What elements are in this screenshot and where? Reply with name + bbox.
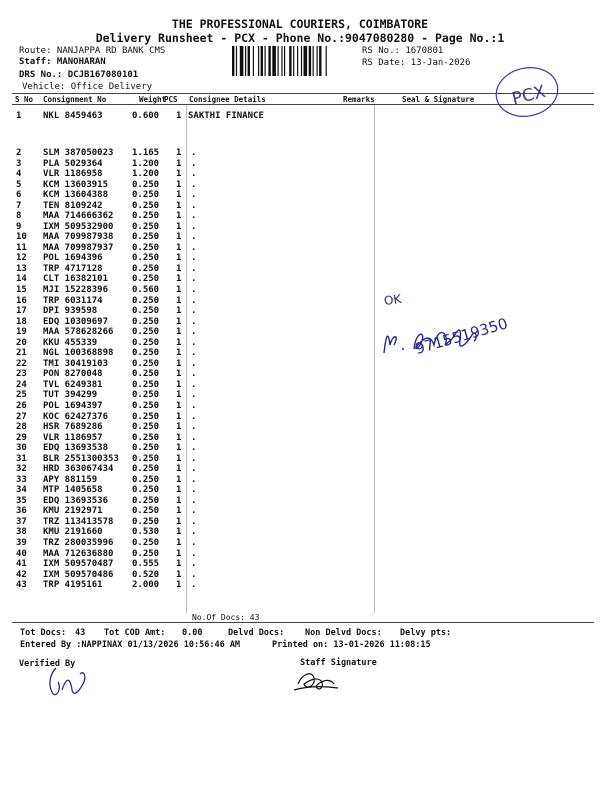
- row-consignment-no: HSR 7689286: [43, 422, 103, 433]
- row-pcs: 1: [176, 411, 182, 422]
- row-pcs: 1: [176, 495, 182, 506]
- tot-docs-value: 43: [75, 628, 86, 638]
- no-of-docs: No.Of Docs: 43: [192, 613, 260, 622]
- row-weight: 0.250: [132, 422, 160, 433]
- row-consignment-no: KMU 2191660: [43, 527, 103, 538]
- row-consignee: .: [191, 537, 197, 548]
- row-consignee: .: [191, 495, 197, 506]
- row-weight: 2.000: [132, 580, 160, 591]
- company-title: THE PROFESSIONAL COURIERS, COIMBATORE: [171, 17, 429, 31]
- table-row: [0, 327, 600, 338]
- row-sno: 26: [16, 400, 27, 411]
- row-consignment-no: KMU 2192971: [43, 506, 103, 517]
- row-consignment-no: KKU 455339: [43, 337, 98, 348]
- table-row: [0, 475, 600, 486]
- entered-by: Entered By :NAPPINAX 01/13/2026 10:56:46 AM: [20, 640, 241, 650]
- table-row: [0, 274, 600, 285]
- row-sno: 10: [16, 232, 27, 243]
- row-sno: 39: [16, 537, 27, 548]
- row-consignment-no: IXM 509532900: [43, 221, 114, 232]
- row-consignee: .: [191, 295, 197, 306]
- row-consignment-no: BLR 2551300353: [43, 453, 119, 464]
- row-weight: 0.520: [132, 569, 160, 580]
- row-weight: 0.250: [132, 506, 160, 517]
- runsheet-subtitle: Delivery Runsheet - PCX - Phone No.:9047080280 - Page No.:1: [95, 31, 505, 45]
- row-consignment-no: NGL 100368898: [43, 348, 114, 359]
- printed-on: Printed on: 13-01-2026 11:08:15: [272, 640, 431, 650]
- row-weight: 0.250: [132, 211, 160, 222]
- table-row: [0, 348, 600, 359]
- row-weight: 0.250: [132, 379, 160, 390]
- col-pcs: PCS: [164, 95, 178, 104]
- row-consignee: .: [191, 516, 197, 527]
- row-consignment-no: IXM 509570486: [43, 569, 114, 580]
- row-sno: 3: [16, 158, 22, 169]
- row-sno: 23: [16, 369, 27, 380]
- table-row: [0, 159, 600, 170]
- row-weight: 0.250: [132, 548, 160, 559]
- row-pcs: 1: [176, 295, 182, 306]
- row-sno: 27: [16, 411, 27, 422]
- row-sno: 12: [16, 253, 27, 264]
- row-pcs: 1: [176, 580, 182, 591]
- row-pcs: 1: [176, 390, 182, 401]
- row-consignment-no: TRP 4717128: [43, 263, 103, 274]
- row-pcs: 1: [176, 200, 182, 211]
- row-pcs: 1: [176, 263, 182, 274]
- staff-signature-label: Staff Signature: [300, 658, 377, 668]
- table-row: [0, 338, 600, 349]
- row-sno: 13: [16, 263, 27, 274]
- row-sno: 16: [16, 295, 27, 306]
- row-weight: 0.250: [132, 348, 160, 359]
- row-sno: 17: [16, 306, 27, 317]
- table-row: [0, 296, 600, 307]
- cod-label: Tot COD Amt:: [104, 628, 166, 638]
- row-sno: 28: [16, 422, 27, 433]
- row-consignee: .: [191, 348, 197, 359]
- row-weight: 0.250: [132, 179, 160, 190]
- row-consignee: .: [191, 316, 197, 327]
- row-sno: 8: [16, 211, 22, 222]
- row-consignment-no: TEN 8109242: [43, 200, 103, 211]
- delivered-docs: Delvd Docs:: [228, 628, 285, 638]
- row-consignment-no: PON 8270048: [43, 369, 103, 380]
- row-pcs: 1: [176, 422, 182, 433]
- row-pcs: 1: [176, 443, 182, 454]
- row-pcs: 1: [176, 474, 182, 485]
- col-consignment: Consignment No: [43, 95, 107, 104]
- row-pcs: 1: [176, 516, 182, 527]
- row-pcs: 1: [176, 464, 182, 475]
- col-seal-signature: Seal & Signature: [402, 95, 475, 104]
- row-weight: 0.250: [132, 200, 160, 211]
- row-weight: 0.250: [132, 495, 160, 506]
- row-weight: 0.530: [132, 527, 160, 538]
- row-consignee: .: [191, 253, 197, 264]
- row-weight: 1.200: [132, 169, 160, 180]
- row-consignment-no: DPI 939598: [43, 306, 98, 317]
- row-consignment-no: TRZ 280035996: [43, 537, 114, 548]
- table-row: [0, 496, 600, 507]
- row-pcs: 1: [176, 453, 182, 464]
- row-consignee: .: [191, 548, 197, 559]
- row-consignment-no: EDQ 10309697: [43, 316, 109, 327]
- row-weight: 0.250: [132, 337, 160, 348]
- row-consignment-no: MAA 714666362: [43, 211, 114, 222]
- table-row: [0, 359, 600, 370]
- row-pcs: 1: [176, 285, 182, 296]
- row-pcs: 1: [176, 190, 182, 201]
- non-delivered-docs: Non Delvd Docs:: [305, 628, 382, 638]
- row-consignee: .: [191, 474, 197, 485]
- staff-label: Staff: MANOHARAN: [19, 57, 106, 67]
- row-weight: 0.250: [132, 485, 160, 496]
- row-consignment-no: VLR 1186958: [43, 169, 103, 180]
- row-consignment-no: NKL 8459463: [43, 111, 103, 121]
- tot-docs-label: Tot Docs:: [20, 628, 67, 638]
- table-row: [0, 317, 600, 328]
- row-sno: 11: [16, 242, 27, 253]
- row-sno: 1: [16, 111, 22, 121]
- col-remarks: Remarks: [343, 95, 375, 104]
- row-weight: 0.250: [132, 516, 160, 527]
- table-row: [0, 570, 600, 581]
- row-pcs: 1: [176, 348, 182, 359]
- row-sno: 6: [16, 190, 22, 201]
- col-sno: S No: [15, 95, 34, 104]
- row-pcs: 1: [176, 253, 182, 264]
- row-consignment-no: TRP 4195161: [43, 580, 103, 591]
- row-weight: 0.250: [132, 221, 160, 232]
- row-consignment-no: TVL 6249381: [43, 379, 103, 390]
- header-top-rule: [12, 93, 594, 94]
- row-weight: 0.250: [132, 190, 160, 201]
- row-consignee: .: [191, 580, 197, 591]
- row-consignee: .: [191, 559, 197, 570]
- row-sno: 34: [16, 485, 27, 496]
- row-consignment-no: MAA 712636880: [43, 548, 114, 559]
- row-weight: 0.250: [132, 253, 160, 264]
- cod-value: 0.00: [182, 628, 203, 638]
- row-sno: 24: [16, 379, 27, 390]
- table-row: [0, 527, 600, 538]
- row-sno: 5: [16, 179, 22, 190]
- table-row: [0, 232, 600, 243]
- row-consignee: .: [191, 358, 197, 369]
- row-consignee: .: [191, 464, 197, 475]
- row-consignee: .: [191, 569, 197, 580]
- table-row: [0, 538, 600, 549]
- row-sno: 41: [16, 559, 27, 570]
- row-weight: 0.250: [132, 327, 160, 338]
- row-weight: 0.250: [132, 242, 160, 253]
- row-pcs: 1: [176, 221, 182, 232]
- row-consignment-no: MAA 709987938: [43, 232, 114, 243]
- row-consignee: .: [191, 337, 197, 348]
- footer-rule: [12, 622, 594, 623]
- row-sno: 29: [16, 432, 27, 443]
- row-pcs: 1: [176, 148, 182, 158]
- row-consignee: .: [191, 148, 197, 158]
- table-row: [0, 222, 600, 233]
- row-consignment-no: TRZ 113413578: [43, 516, 114, 527]
- row-consignee: .: [191, 232, 197, 243]
- row-sno: 14: [16, 274, 27, 285]
- row-consignee: .: [191, 432, 197, 443]
- row-consignee: .: [191, 506, 197, 517]
- row-consignment-no: SLM 387050023: [43, 148, 114, 158]
- row-consignee: .: [191, 169, 197, 180]
- row-consignment-no: IXM 509570487: [43, 559, 114, 570]
- row-pcs: 1: [176, 316, 182, 327]
- row-weight: 0.250: [132, 464, 160, 475]
- rs-date: RS Date: 13-Jan-2026: [362, 58, 471, 68]
- row-consignee: .: [191, 327, 197, 338]
- row-sno: 19: [16, 327, 27, 338]
- table-row: [0, 517, 600, 528]
- table-row: [0, 454, 600, 465]
- table-row: [0, 243, 600, 254]
- row-pcs: 1: [176, 432, 182, 443]
- row-consignee: .: [191, 527, 197, 538]
- row-consignee: .: [191, 263, 197, 274]
- row-weight: 0.250: [132, 474, 160, 485]
- verified-by-label: Verified By: [19, 659, 76, 669]
- barcode-image: [232, 46, 358, 76]
- table-row: [0, 264, 600, 275]
- row-sno: 36: [16, 506, 27, 517]
- row-consignee: .: [191, 453, 197, 464]
- table-row: [0, 443, 600, 454]
- row-sno: 33: [16, 474, 27, 485]
- row-pcs: 1: [176, 527, 182, 538]
- col-consignee: Consignee Details: [189, 95, 266, 104]
- row-consignment-no: EDQ 13693536: [43, 495, 109, 506]
- row-sno: 42: [16, 569, 27, 580]
- row-sno: 21: [16, 348, 27, 359]
- row-consignee: .: [191, 158, 197, 169]
- row-pcs: 1: [176, 306, 182, 317]
- row-consignee: .: [191, 274, 197, 285]
- rs-number: RS No.: 1670801: [362, 46, 444, 56]
- staff-signature: [288, 664, 348, 696]
- row-consignment-no: KCM 13604388: [43, 190, 109, 201]
- row-weight: 1.200: [132, 158, 160, 169]
- row-consignee: .: [191, 485, 197, 496]
- row-consignee: .: [191, 443, 197, 454]
- row-consignee: .: [191, 200, 197, 211]
- row-sno: 32: [16, 464, 27, 475]
- row-consignment-no: MAA 578628266: [43, 327, 114, 338]
- row-weight: 0.250: [132, 232, 160, 243]
- table-row: [0, 485, 600, 496]
- row-pcs: 1: [176, 548, 182, 559]
- row-consignment-no: CLT 16382101: [43, 274, 109, 285]
- row-weight: 0.250: [132, 306, 160, 317]
- table-row: [0, 559, 600, 570]
- table-row: [0, 201, 600, 212]
- row-pcs: 1: [176, 327, 182, 338]
- row-consignee: .: [191, 422, 197, 433]
- row-consignment-no: HRD 363067434: [43, 464, 114, 475]
- table-row: [0, 369, 600, 380]
- row-consignee: .: [191, 306, 197, 317]
- row-weight: 0.560: [132, 285, 160, 296]
- row-sno: 37: [16, 516, 27, 527]
- row-consignment-no: MJI 15228396: [43, 285, 109, 296]
- row-consignee: .: [191, 400, 197, 411]
- row-weight: 0.250: [132, 369, 160, 380]
- row-consignee: .: [191, 369, 197, 380]
- row-weight: 0.250: [132, 411, 160, 422]
- row-pcs: 1: [176, 569, 182, 580]
- table-row: [0, 169, 600, 180]
- row-weight: 0.250: [132, 443, 160, 454]
- row-sno: 9: [16, 221, 22, 232]
- table-row: [0, 422, 600, 433]
- row-consignment-no: VLR 1186957: [43, 432, 103, 443]
- table-row: [0, 380, 600, 391]
- row-sno: 30: [16, 443, 27, 454]
- row-consignee: SAKTHI FINANCE: [188, 111, 264, 121]
- table-row: [0, 390, 600, 401]
- verifier-signature: [40, 660, 100, 704]
- row-pcs: 1: [176, 537, 182, 548]
- row-consignment-no: EDQ 13693538: [43, 443, 109, 454]
- row-weight: 0.250: [132, 358, 160, 369]
- table-row: [0, 111, 600, 122]
- row-consignment-no: TUT 394299: [43, 390, 98, 401]
- row-weight: 0.555: [132, 559, 160, 570]
- row-pcs: 1: [176, 211, 182, 222]
- row-weight: 0.250: [132, 400, 160, 411]
- row-sno: 7: [16, 200, 22, 211]
- row-pcs: 1: [176, 400, 182, 411]
- row-weight: 0.250: [132, 453, 160, 464]
- row-weight: 0.250: [132, 537, 160, 548]
- row-consignee: .: [191, 190, 197, 201]
- stamp-text: PCX: [510, 81, 548, 110]
- row-pcs: 1: [176, 559, 182, 570]
- handwritten-phone: 9715519350: [413, 314, 510, 358]
- row-sno: 25: [16, 390, 27, 401]
- row-sno: 40: [16, 548, 27, 559]
- table-row: [0, 180, 600, 191]
- row-pcs: 1: [176, 111, 182, 121]
- table-row: [0, 401, 600, 412]
- row-consignment-no: KCM 13603915: [43, 179, 109, 190]
- row-sno: 22: [16, 358, 27, 369]
- row-consignee: .: [191, 411, 197, 422]
- table-row: [0, 285, 600, 296]
- row-pcs: 1: [176, 358, 182, 369]
- table-row: [0, 253, 600, 264]
- row-pcs: 1: [176, 274, 182, 285]
- row-sno: 2: [16, 148, 22, 158]
- header-bottom-rule: [12, 104, 594, 105]
- row-weight: 0.250: [132, 263, 160, 274]
- drs-number: DRS No.: DCJB167080101: [19, 70, 139, 80]
- row-consignee: .: [191, 221, 197, 232]
- table-row: [0, 148, 600, 159]
- row-sno: 20: [16, 337, 27, 348]
- row-sno: 31: [16, 453, 27, 464]
- col-weight: Weight: [139, 95, 167, 104]
- handwritten-ok: OK: [383, 291, 403, 309]
- row-consignment-no: MTP 1405658: [43, 485, 103, 496]
- row-weight: 0.250: [132, 295, 160, 306]
- row-consignment-no: POL 1694396: [43, 253, 103, 264]
- row-consignment-no: TMI 30419103: [43, 358, 109, 369]
- row-pcs: 1: [176, 337, 182, 348]
- row-consignee: .: [191, 285, 197, 296]
- row-pcs: 1: [176, 485, 182, 496]
- row-pcs: 1: [176, 232, 182, 243]
- row-weight: 0.600: [132, 111, 160, 121]
- row-consignee: .: [191, 242, 197, 253]
- row-sno: 15: [16, 285, 27, 296]
- row-weight: 1.165: [132, 148, 160, 158]
- row-sno: 18: [16, 316, 27, 327]
- row-weight: 0.250: [132, 274, 160, 285]
- row-pcs: 1: [176, 169, 182, 180]
- row-consignment-no: PLA 5029364: [43, 158, 103, 169]
- row-sno: 35: [16, 495, 27, 506]
- row-consignment-no: TRP 6031174: [43, 295, 103, 306]
- row-pcs: 1: [176, 158, 182, 169]
- table-row: [0, 506, 600, 517]
- table-row: [0, 433, 600, 444]
- table-row: [0, 412, 600, 423]
- row-weight: 0.250: [132, 432, 160, 443]
- row-sno: 43: [16, 580, 27, 591]
- row-consignee: .: [191, 179, 197, 190]
- row-weight: 0.250: [132, 390, 160, 401]
- row-consignee: .: [191, 390, 197, 401]
- row-consignment-no: MAA 709987937: [43, 242, 114, 253]
- row-consignment-no: KOC 62427376: [43, 411, 109, 422]
- table-row: [0, 580, 600, 591]
- row-pcs: 1: [176, 379, 182, 390]
- row-sno: 38: [16, 527, 27, 538]
- route-label: Route: NANJAPPA RD BANK CMS: [19, 46, 166, 56]
- table-row: [0, 464, 600, 475]
- row-sno: 4: [16, 169, 22, 180]
- table-row: [0, 190, 600, 201]
- row-consignee: .: [191, 211, 197, 222]
- table-row: [0, 306, 600, 317]
- vehicle-label: Vehicle: Office Delivery: [22, 82, 153, 92]
- row-consignment-no: POL 1694397: [43, 400, 103, 411]
- row-pcs: 1: [176, 242, 182, 253]
- table-row: [0, 211, 600, 222]
- row-consignee: .: [191, 379, 197, 390]
- row-weight: 0.250: [132, 316, 160, 327]
- row-pcs: 1: [176, 369, 182, 380]
- row-pcs: 1: [176, 506, 182, 517]
- table-row: [0, 549, 600, 560]
- row-consignment-no: APY 881159: [43, 474, 98, 485]
- row-pcs: 1: [176, 179, 182, 190]
- delivery-points: Delvy pts:: [400, 628, 452, 638]
